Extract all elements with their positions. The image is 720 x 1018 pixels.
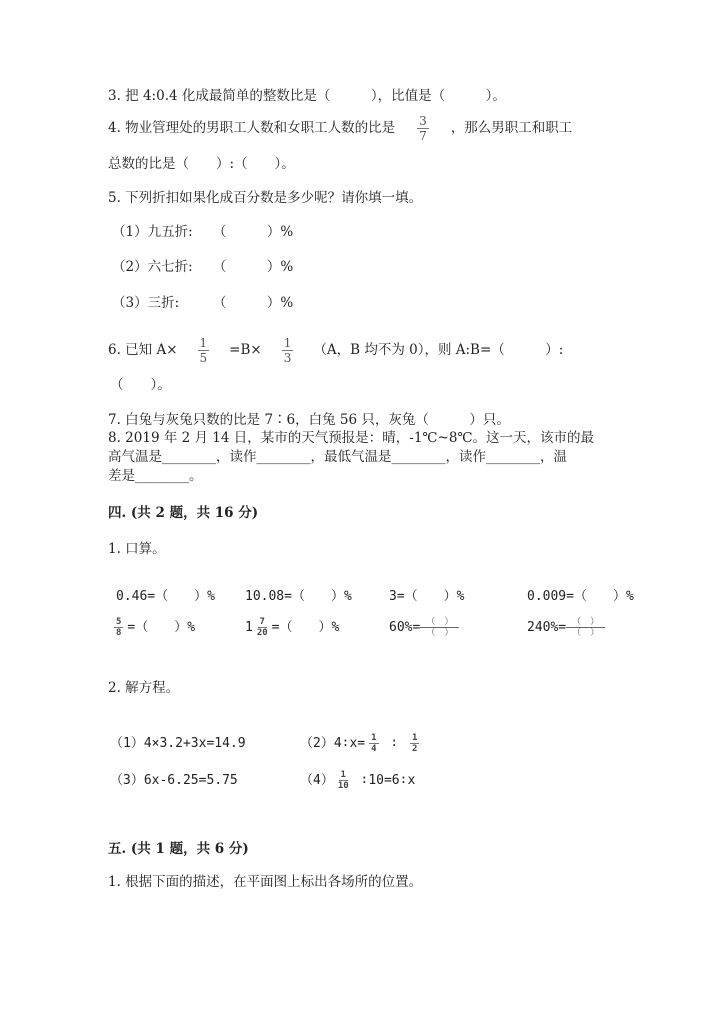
q5-item-1: （1）九五折: （ ）% (112, 224, 294, 240)
s4-question-2: 2. 解方程。 (108, 680, 180, 696)
denominator: 20 (256, 628, 268, 638)
denominator: 4 (371, 744, 377, 754)
blank-fraction (420, 617, 459, 638)
question-8-line3: 差是________。 (108, 468, 203, 484)
q6-text: 6. 已知 A× (108, 342, 178, 358)
question-8-line2: 高气温是________，读作________，最低气温是________，读作________，温 (108, 449, 567, 465)
denominator: （ ） (572, 628, 600, 638)
calc-3: 3=（ ）% (389, 589, 465, 604)
fraction (282, 336, 294, 365)
q4-text: 4. 物业管理处的男职工人数和女职工人数的比是 (108, 120, 396, 136)
eq-text: （4） (300, 773, 334, 788)
question-4 (108, 112, 572, 144)
fraction (114, 617, 123, 638)
q5-item-3: （3）三折: （ ）% (112, 295, 294, 311)
section-5-heading: 五. (共 1 题，共 6 分) (108, 841, 249, 857)
q4-text-2: ，那么男职工和职工 (450, 120, 573, 136)
numerator: 7 (259, 617, 265, 627)
calc-4: 0.009=（ ）% (527, 589, 634, 604)
fraction (417, 114, 429, 143)
question-6 (108, 334, 563, 366)
question-3: 3. 把 4:0.4 化成最简单的整数比是（ ），比值是（ ）。 (108, 88, 506, 104)
s4-question-1: 1. 口算。 (108, 541, 166, 557)
q5-item-2: （2）六七折: （ ）% (112, 259, 294, 275)
fraction (257, 617, 268, 638)
denominator: 7 (419, 129, 427, 143)
numerator: 1 (199, 336, 208, 350)
numerator: 5 (116, 617, 122, 627)
question-8-line1: 8. 2019 年 2 月 14 日，某市的天气预报是：晴，-1℃~8℃。这一天，该市的最 (108, 430, 595, 446)
numerator: 1 (340, 770, 346, 780)
denominator: 8 (116, 628, 122, 638)
numerator: 1 (412, 733, 418, 743)
calc-5 (114, 617, 195, 639)
numerator: 1 (283, 336, 292, 350)
equation-1: （1）4×3.2+3x=14.9 (110, 736, 246, 751)
section-4-heading: 四. (共 2 题，共 16 分) (108, 505, 259, 521)
fraction (369, 733, 378, 754)
numerator: 3 (419, 114, 427, 128)
denominator: （ ） (426, 628, 454, 638)
numerator: 1 (371, 733, 377, 743)
numerator: （ ） (566, 617, 605, 628)
eq-text: ∶ (390, 736, 399, 751)
calc-1: 0.46=（ ）% (116, 589, 215, 604)
calc-8 (527, 617, 605, 639)
calc-text: 240%= (527, 620, 567, 635)
denominator: 2 (412, 744, 418, 754)
question-7: 7. 白兔与灰兔只数的比是 7∶6，白兔 56 只，灰兔（ ）只。 (108, 412, 510, 428)
fraction (338, 770, 349, 791)
eq-text: ∶10=6∶x (360, 773, 416, 788)
calc-2: 10.08=（ ）% (245, 589, 352, 604)
equation-4 (300, 769, 415, 793)
q6-text-2: =B× (229, 342, 262, 358)
calc-text: =（ ）% (127, 620, 196, 635)
equation-2 (300, 732, 423, 756)
denominator: 10 (337, 781, 349, 791)
fraction (410, 733, 419, 754)
whole: 1 (245, 620, 253, 635)
calc-6 (245, 617, 339, 639)
calc-text: 60%= (389, 620, 421, 635)
numerator: （ ） (420, 617, 459, 628)
fraction (198, 336, 210, 365)
denominator: 5 (199, 351, 208, 365)
q6-text-3: （A，B 均不为 0），则 A:B=（ ）: (313, 342, 564, 358)
calc-7 (389, 617, 459, 639)
calc-text: =（ ）% (271, 620, 340, 635)
s5-question-1: 1. 根据下面的描述，在平面图上标出各场所的位置。 (108, 874, 423, 890)
question-6-line2: （ ）。 (110, 377, 171, 393)
equation-3: （3）6x-6.25=5.75 (110, 773, 238, 788)
question-4-line2: 总数的比是（ ）:（ ）。 (108, 156, 295, 172)
question-5: 5. 下列折扣如果化成百分数是多少呢？请你填一填。 (108, 190, 423, 206)
eq-text: （2）4∶x= (300, 736, 366, 751)
blank-fraction (566, 617, 605, 638)
denominator: 3 (283, 351, 292, 365)
